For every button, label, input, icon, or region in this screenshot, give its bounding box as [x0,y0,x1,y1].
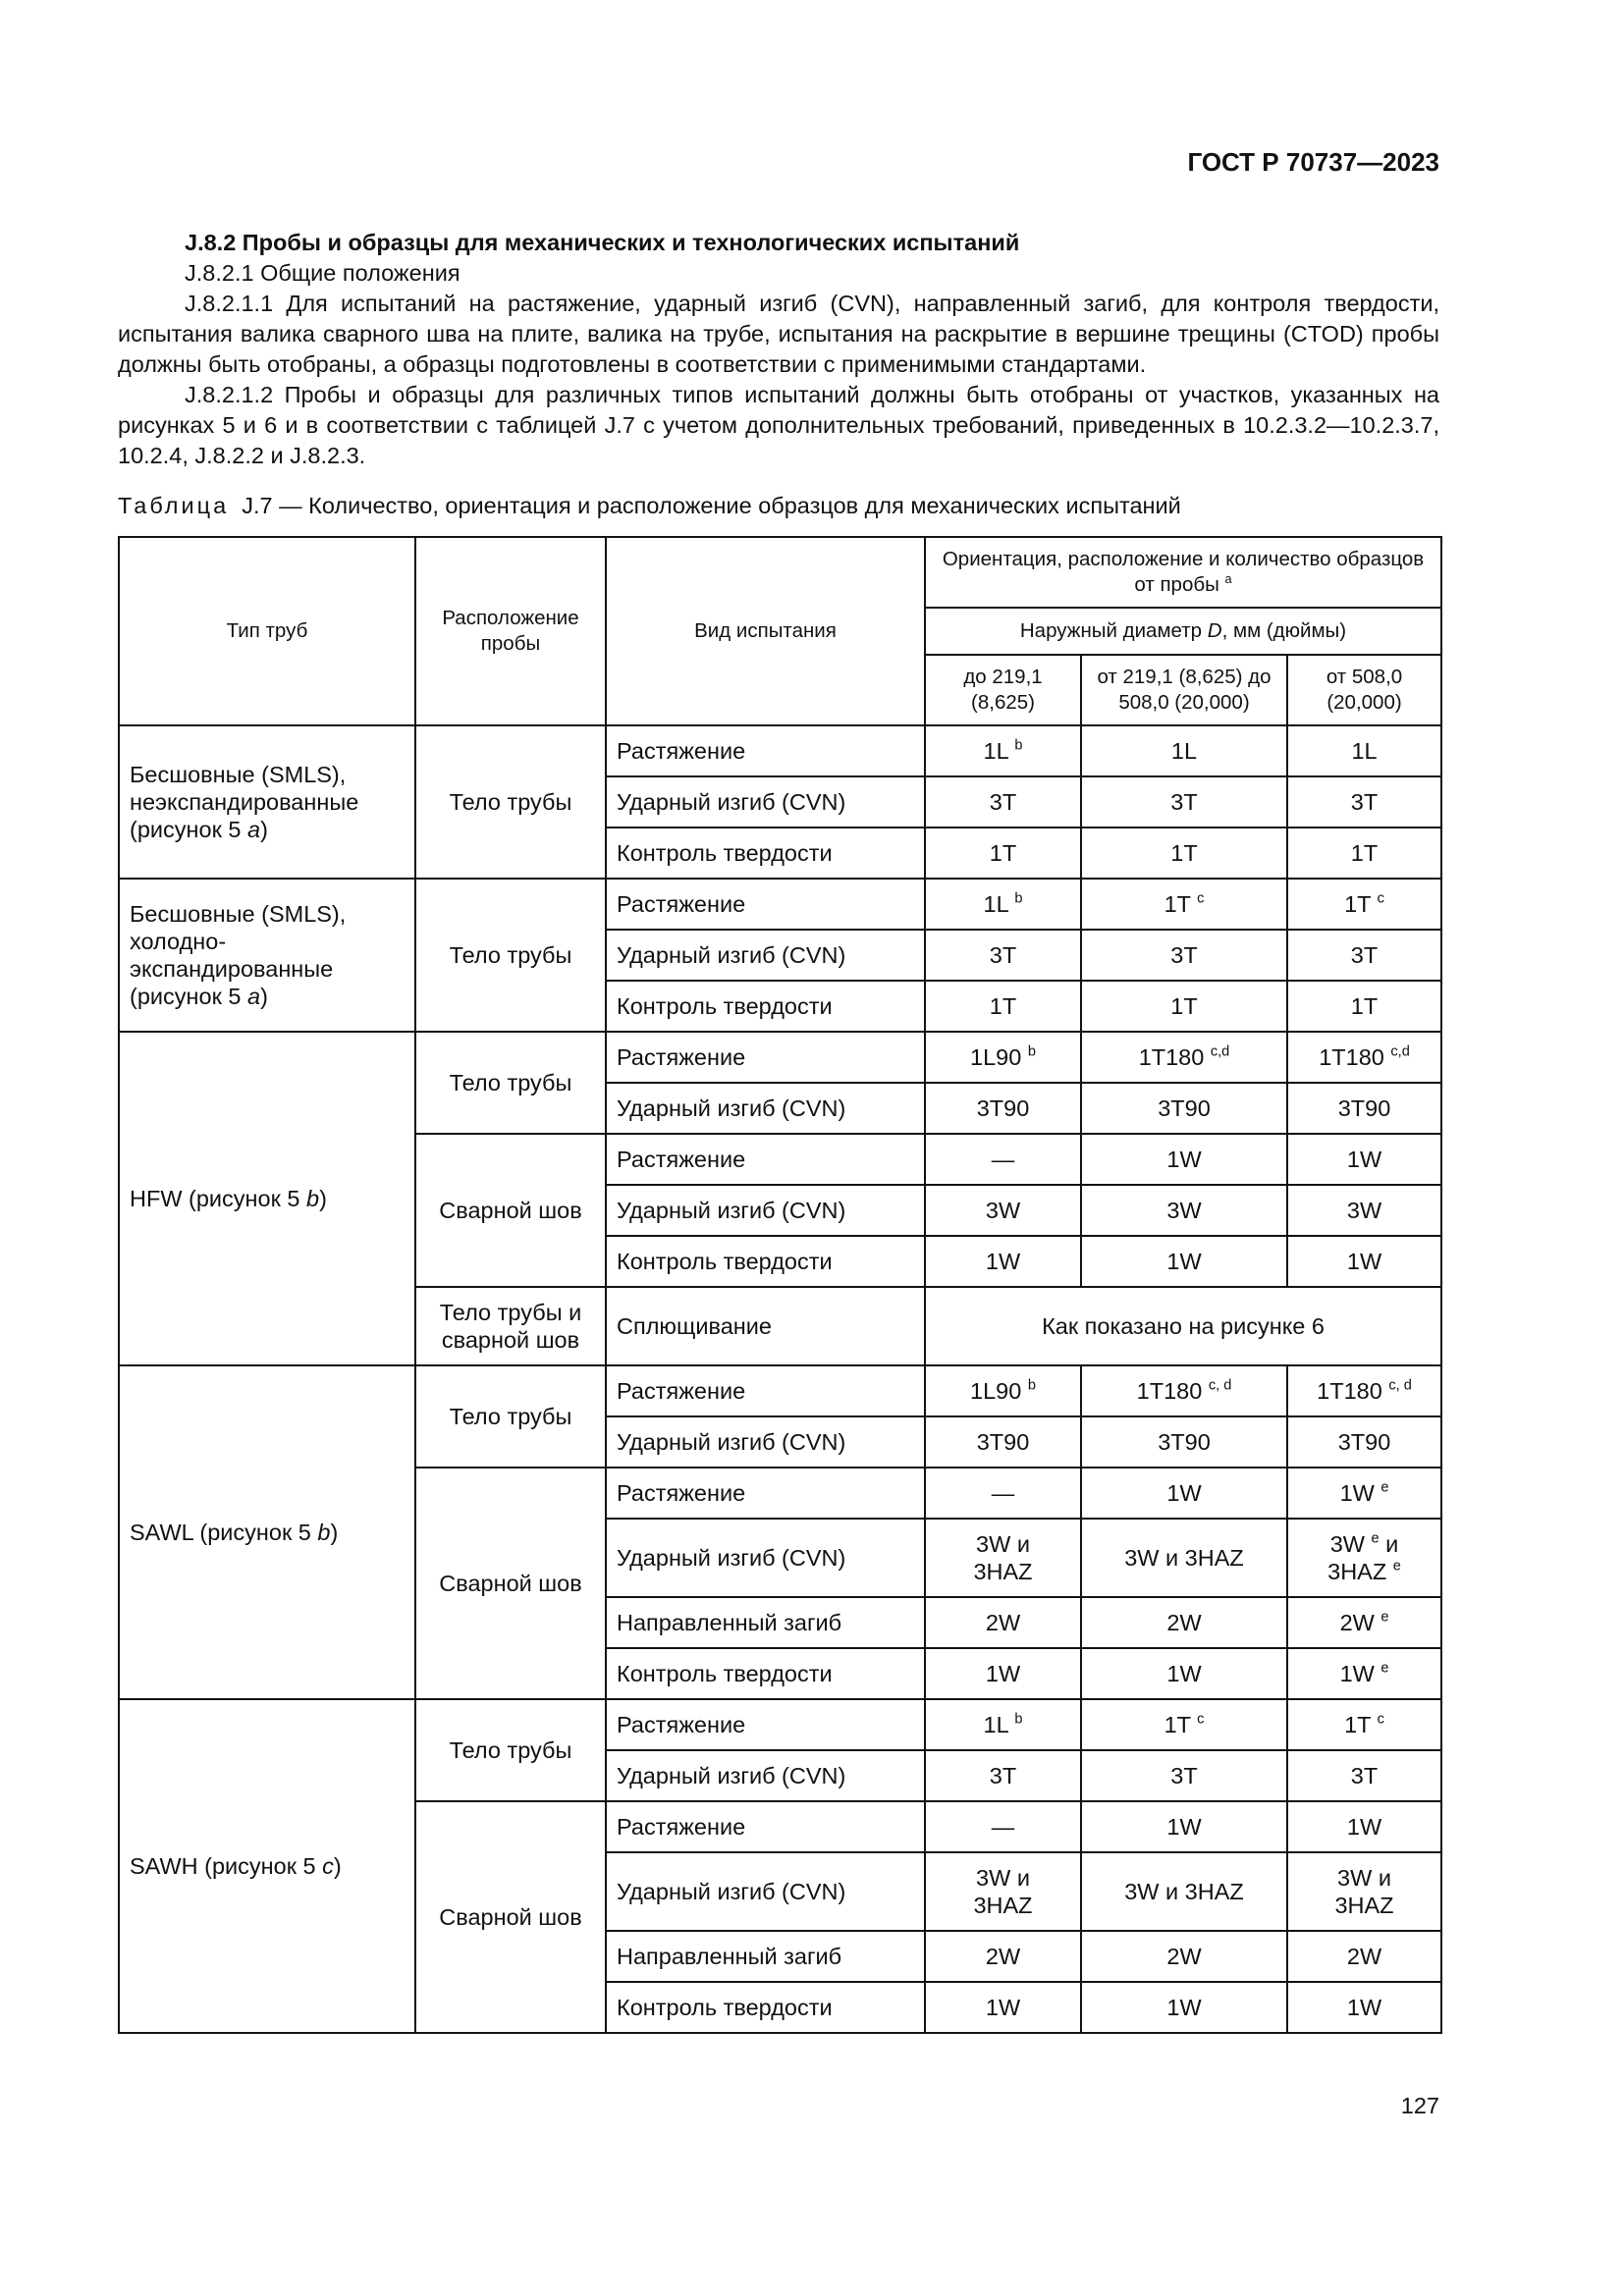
value-cell: 1W [1287,1134,1441,1185]
footnote-marker: c, d [1388,1377,1412,1394]
value-cell [1287,1468,1441,1519]
flattening-reference: Как показано на рисунке 6 [925,1287,1441,1365]
value-cell: 3T90 [1081,1416,1287,1468]
value-cell: 1W [925,1236,1081,1287]
value-cell: 3T [1081,776,1287,828]
value-cell: 3T90 [1081,1083,1287,1134]
page-number: 127 [1400,2093,1439,2118]
value-cell: 3T [1287,776,1441,828]
value-cell: 1W [925,1982,1081,2033]
value-cell [1287,1699,1441,1750]
test-cell: Контроль твердости [606,1648,925,1699]
value-cell: 1L [1081,725,1287,776]
pipe-type-close: ) [260,817,268,842]
test-cell: Растяжение [606,1468,925,1519]
pipe-type-text: Бесшовные (SMLS), холодно-экспандированные (рисунок 5 [130,901,347,1009]
value-text: 1L90 [970,1044,1022,1070]
value-cell: 1W [1081,1982,1287,2033]
value-text: 1L90 [970,1378,1022,1404]
value-cell [925,725,1081,776]
table-row [119,879,1441,930]
test-cell: Контроль твердости [606,828,925,879]
footnote-marker: b [1027,1377,1036,1394]
location-cell: Тело трубы [415,1032,606,1134]
table-row [119,725,1441,776]
subsection-heading: J.8.2.1 Общие положения [185,260,460,286]
value-cell [925,1365,1081,1416]
value-text: 1T [1344,891,1372,917]
value-cell: 1W [1287,1982,1441,2033]
value-cell: 3W и 3HAZ [1081,1519,1287,1597]
footnote-marker: b [1014,737,1023,754]
value-cell [1287,1032,1441,1083]
value-text: 1L [983,891,1008,917]
value-cell: 3T90 [925,1416,1081,1468]
test-cell: Контроль твердости [606,1236,925,1287]
footnote-marker: c,d [1390,1043,1410,1060]
value-text: 1T180 [1319,1044,1384,1070]
value-cell: 1T [1081,981,1287,1032]
header-diameter [925,608,1441,655]
value-text: 3HAZ [1334,1893,1394,1918]
value-cell: 3T [1081,930,1287,981]
value-cell: 3T90 [1287,1083,1441,1134]
value-cell [1081,1032,1287,1083]
figure-letter: b [306,1186,320,1211]
value-text: 3HAZ [1327,1559,1387,1584]
location-cell: Тело трубы и сварной шов [415,1287,606,1365]
test-cell: Растяжение [606,1365,925,1416]
test-cell: Растяжение [606,1699,925,1750]
value-text: 3W и [976,1865,1030,1891]
value-text: 1T [1164,1712,1191,1737]
footnote-marker: e [1380,1660,1389,1677]
value-text: 1T180 [1138,1044,1205,1070]
header-pipe-type: Тип труб [119,537,415,725]
value-cell: 3W [925,1185,1081,1236]
value-cell: 3T [1287,930,1441,981]
footnote-marker: c [1377,890,1384,907]
value-text: 1L [983,738,1008,764]
value-cell: 3W $^e$ и 3HAZ $^e$ [1287,1519,1441,1597]
footnote-marker: e [1380,1479,1389,1496]
value-cell: 1T [925,981,1081,1032]
pipe-type-sawh [119,1699,415,2033]
value-cell [1287,879,1441,930]
footnote-marker: e [1380,1609,1389,1626]
value-cell: 1W [1081,1134,1287,1185]
location-cell: Сварной шов [415,1134,606,1287]
footnote-marker: c [1197,1711,1205,1728]
footnote-marker: b [1014,1711,1023,1728]
pipe-type-text: Бесшовные (SMLS), неэкспандированные (рисунок 5 [130,762,359,842]
value-text: 2W [1339,1610,1375,1635]
location-cell: Тело трубы [415,725,606,879]
header-diameter-post: , мм (дюймы) [1221,619,1347,642]
value-cell [925,1699,1081,1750]
header-col-1: до 219,1 (8,625) [925,655,1081,725]
value-cell: 2W [1081,1931,1287,1982]
header-orientation-text: Ориентация, расположение и количество образцов от пробы [942,548,1425,596]
value-text: 3W [1329,1531,1365,1557]
pipe-type-text: SAWH (рисунок 5 [130,1853,323,1879]
test-cell: Ударный изгиб (CVN) [606,1852,925,1931]
value-cell [1081,1365,1287,1416]
value-cell: — [925,1134,1081,1185]
value-cell: 2W [1287,1931,1441,1982]
pipe-type-close: ) [330,1520,339,1545]
value-cell [925,879,1081,930]
value-text: 1T180 [1317,1378,1382,1404]
test-cell: Направленный загиб [606,1931,925,1982]
footnote-marker: e [1371,1530,1380,1547]
test-cell: Ударный изгиб (CVN) [606,930,925,981]
pipe-type-text: SAWL (рисунок 5 [130,1520,318,1545]
pipe-type-text: HFW (рисунок 5 [130,1186,307,1211]
value-text: 1T180 [1136,1378,1203,1404]
value-cell: 3W [1287,1185,1441,1236]
value-cell: 3T [1081,1750,1287,1801]
value-cell: 1W [1081,1648,1287,1699]
pipe-type-sawl [119,1365,415,1699]
value-text: 3HAZ [973,1559,1033,1584]
test-cell: Ударный изгиб (CVN) [606,1519,925,1597]
value-text: 1W [1339,1661,1375,1686]
test-cell: Растяжение [606,725,925,776]
pipe-type-close: ) [333,1853,342,1879]
test-cell: Контроль твердости [606,1982,925,2033]
value-cell [1287,1852,1441,1931]
footnote-marker: c,d [1210,1043,1230,1060]
table-caption-word: Таблица [118,493,230,518]
value-cell: 3T90 [925,1083,1081,1134]
figure-letter: a [246,817,261,842]
section-heading: J.8.2 Пробы и образцы для механических и технологических испытаний [185,230,1020,255]
value-cell: 1W [1081,1236,1287,1287]
test-cell: Растяжение [606,1032,925,1083]
value-text: 3HAZ [973,1893,1033,1918]
value-cell [925,1032,1081,1083]
specimen-table [118,536,1442,2034]
table-row [119,1365,1441,1416]
value-cell [1287,1597,1441,1648]
footnote-marker: c [1377,1711,1384,1728]
figure-letter: a [246,984,261,1009]
table-row [119,1699,1441,1750]
paragraph-1: J.8.2.1.1 Для испытаний на растяжение, ударный изгиб (CVN), направленный загиб, для контроля твердости, испытания валика сварного шва на плите, валика на трубе, испытания на раскрытие в вершине трещины (CTOD) пробы должны быть отобраны, а образцы подготовлены в соответствии с применимыми стандартами. [118,291,1439,377]
value-text: 3W и [1337,1865,1391,1891]
location-cell: Сварной шов [415,1801,606,2033]
value-cell [1287,1648,1441,1699]
value-cell [1081,1699,1287,1750]
value-cell: 1W [1287,1801,1441,1852]
value-cell [1287,1365,1441,1416]
test-cell: Растяжение [606,879,925,930]
pipe-type-smls-nonexpanded [119,725,415,879]
value-cell: 3T90 [1287,1416,1441,1468]
header-orientation [925,537,1441,608]
pipe-type-hfw [119,1032,415,1365]
header-col-2: от 219,1 (8,625) до 508,0 (20,000) [1081,655,1287,725]
document-code: ГОСТ Р 70737—2023 [1187,147,1439,177]
value-text: 3W и [976,1531,1030,1557]
header-location: Расположение пробы [415,537,606,725]
footnote-marker: b [1027,1043,1036,1060]
location-cell: Тело трубы [415,879,606,1032]
test-cell: Ударный изгиб (CVN) [606,776,925,828]
value-cell: 1T [925,828,1081,879]
value-cell [925,1852,1081,1931]
value-cell: 1T [1287,981,1441,1032]
table-caption-title: J.7 — Количество, ориентация и расположение образцов для механических испытаний [242,493,1181,518]
value-cell: 2W [1081,1597,1287,1648]
test-cell: Контроль твердости [606,981,925,1032]
figure-letter: b [317,1520,331,1545]
footnote-marker: a [1224,570,1232,586]
header-diameter-symbol: D [1207,619,1222,642]
value-cell: 1W [1287,1236,1441,1287]
figure-letter: c [322,1853,334,1879]
value-cell: 1W [925,1648,1081,1699]
footnote-marker: c, d [1208,1377,1232,1394]
value-cell: 3W и 3HAZ [1081,1852,1287,1931]
body-text [118,228,1439,471]
header-diameter-pre: Наружный диаметр [1019,619,1208,642]
location-cell: Тело трубы [415,1365,606,1468]
value-cell: 1T [1287,828,1441,879]
header-col-3: от 508,0 (20,000) [1287,655,1441,725]
pipe-type-close: ) [260,984,268,1009]
location-cell: Тело трубы [415,1699,606,1801]
value-text: 1L [983,1712,1008,1737]
test-cell: Ударный изгиб (CVN) [606,1185,925,1236]
value-cell: 1T [1081,828,1287,879]
value-cell: 3T [925,930,1081,981]
table-row [119,1032,1441,1083]
value-cell: 1W [1081,1468,1287,1519]
value-cell: 1L [1287,725,1441,776]
footnote-marker: c [1197,890,1205,907]
test-cell: Растяжение [606,1801,925,1852]
location-cell: Сварной шов [415,1468,606,1699]
footnote-marker: b [1014,890,1023,907]
value-cell: 3W [1081,1185,1287,1236]
table-caption [118,493,1181,519]
value-cell: 2W [925,1931,1081,1982]
value-cell: 3T [925,1750,1081,1801]
value-cell: — [925,1801,1081,1852]
value-cell: 3T [1287,1750,1441,1801]
value-cell: 1W [1081,1801,1287,1852]
paragraph-2: J.8.2.1.2 Пробы и образцы для различных типов испытаний должны быть отобраны от участков, указанных на рисунках 5 и 6 и в соответствии с таблицей J.7 с учетом дополнительных требований, приведенных в 10.2.3.2—10.2.3.7, 10.2.4, J.8.2.2 и J.8.2.3. [118,382,1439,468]
header-test-kind: Вид испытания [606,537,925,725]
pipe-type-close: ) [319,1186,327,1211]
value-cell [925,1519,1081,1597]
footnote-marker: e [1392,1558,1401,1575]
value-text: 1T [1344,1712,1372,1737]
value-cell: — [925,1468,1081,1519]
value-cell [1081,879,1287,930]
value-cell: 2W [925,1597,1081,1648]
test-cell: Сплющивание [606,1287,925,1365]
value-cell: 3T [925,776,1081,828]
value-text: 1W [1339,1480,1375,1506]
pipe-type-smls-cold-expanded [119,879,415,1032]
test-cell: Растяжение [606,1134,925,1185]
value-text: 1T [1164,891,1191,917]
test-cell: Направленный загиб [606,1597,925,1648]
test-cell: Ударный изгиб (CVN) [606,1416,925,1468]
test-cell: Ударный изгиб (CVN) [606,1750,925,1801]
test-cell: Ударный изгиб (CVN) [606,1083,925,1134]
